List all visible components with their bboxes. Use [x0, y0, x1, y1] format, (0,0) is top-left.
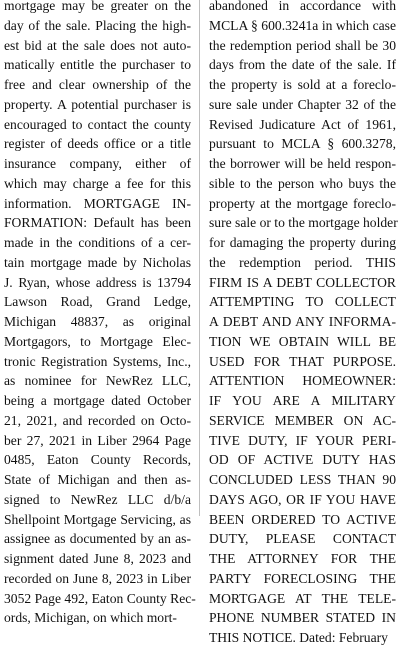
text-line: tain mortgage made by Nicholas: [4, 254, 191, 270]
text-line: register of deeds office or a title: [4, 136, 191, 152]
text-line: free and clear ownership of the: [4, 77, 191, 92]
text-line: CONCLUDED LESS THAN 90: [209, 472, 396, 487]
text-line: day of the sale. Placing the high-: [4, 17, 191, 33]
text-line: which may charge a fee for this: [4, 175, 191, 191]
text-line: est bid at the sale does not auto-: [4, 37, 191, 53]
text-line: DUTY, PLEASE CONTACT: [209, 531, 396, 547]
text-line: mortgage may be greater on the: [4, 0, 191, 13]
text-line: information. MORTGAGE IN-: [4, 195, 191, 211]
legal-notice-right-column: [209, 0, 396, 648]
text-line: TION WE OBTAIN WILL BE: [209, 333, 396, 349]
legal-notice-left-column: [4, 0, 196, 628]
text-line: days from the date of the sale. If: [209, 57, 396, 73]
text-line: sible to the person who buys the: [209, 175, 396, 191]
text-line: property at the mortgage foreclo-: [209, 195, 396, 211]
text-line: 0485, Eaton County Records,: [4, 452, 191, 468]
text-line: recorded on June 8, 2023 in Liber: [4, 570, 191, 586]
text-line: sure sale under Chapter 32 of the: [209, 96, 396, 112]
text-line: IF YOU ARE A MILITARY: [209, 393, 396, 408]
text-line: ber 27, 2021 in Liber 2964 Page: [4, 432, 191, 448]
text-line: USED FOR THAT PURPOSE.: [209, 353, 396, 369]
text-line: A DEBT AND ANY INFORMA-: [209, 314, 396, 329]
text-line: property. A potential purchaser is: [4, 96, 191, 112]
text-line: J. Ryan, whose address is 13794: [4, 274, 191, 290]
text-line: SERVICE MEMBER ON AC-: [209, 412, 396, 428]
text-line: Michigan 48837, as original: [4, 314, 191, 329]
text-line: for damaging the property during: [209, 235, 396, 250]
text-line: DAYS AGO, OR IF YOU HAVE: [209, 491, 396, 507]
text-line: Revised Judicature Act of 1961,: [209, 116, 396, 132]
text-line: ATTEMPTING TO COLLECT: [209, 294, 396, 310]
text-line: the redemption period shall be 30: [209, 37, 396, 53]
text-line: tronic Registration Systems, Inc.,: [4, 353, 191, 369]
text-line: made in the conditions of a cer-: [4, 235, 191, 250]
text-line: the redemption period. THIS: [209, 254, 396, 270]
text-line: insurance company, either of: [4, 156, 191, 171]
text-line: 21, 2021, and recorded on Octo-: [4, 412, 191, 428]
text-line: as nominee for NewRez LLC,: [4, 373, 191, 389]
text-line: FORMATION: Default has been: [4, 215, 191, 231]
text-line: sure sale or to the mortgage holder: [209, 215, 398, 231]
text-line: TIVE DUTY, IF YOUR PERI-: [209, 432, 396, 448]
text-line: ATTENTION HOMEOWNER:: [209, 373, 396, 389]
text-line: PARTY FORECLOSING THE: [209, 570, 396, 586]
text-line: FIRM IS A DEBT COLLECTOR: [209, 274, 396, 290]
text-line: signment dated June 8, 2023 and: [4, 551, 191, 566]
text-line: MORTGAGE AT THE TELE-: [209, 590, 396, 606]
text-line: PHONE NUMBER STATED IN: [209, 610, 396, 626]
text-line: abandoned in accordance with: [209, 0, 396, 13]
text-line: THE ATTORNEY FOR THE: [209, 551, 396, 566]
text-line: ords, Michigan, on which mort-: [4, 610, 177, 626]
text-line: being a mortgage dated October: [4, 393, 191, 408]
text-line: THIS NOTICE. Dated: February: [209, 630, 388, 645]
text-line: pursuant to MCLA § 600.3278,: [209, 136, 396, 152]
text-line: signed to NewRez LLC d/b/a: [4, 491, 191, 507]
text-line: the property is sold at a foreclo-: [209, 77, 396, 92]
text-line: 3052 Page 492, Eaton County Rec-: [4, 590, 196, 606]
text-line: OD OF ACTIVE DUTY HAS: [209, 452, 396, 468]
text-line: State of Michigan and then as-: [4, 472, 191, 487]
text-line: MCLA § 600.3241a in which case: [209, 17, 396, 33]
text-line: assignee as documented by an as-: [4, 531, 191, 547]
column-divider: [199, 0, 200, 516]
text-line: Mortgagors, to Mortgage Elec-: [4, 333, 191, 349]
text-line: BEEN ORDERED TO ACTIVE: [209, 511, 396, 527]
text-line: encouraged to contact the county: [4, 116, 191, 132]
text-line: Lawson Road, Grand Ledge,: [4, 294, 191, 310]
text-line: matically entitle the purchaser to: [4, 57, 191, 73]
text-line: Shellpoint Mortgage Servicing, as: [4, 511, 191, 527]
text-line: the borrower will be held respon-: [209, 156, 396, 171]
